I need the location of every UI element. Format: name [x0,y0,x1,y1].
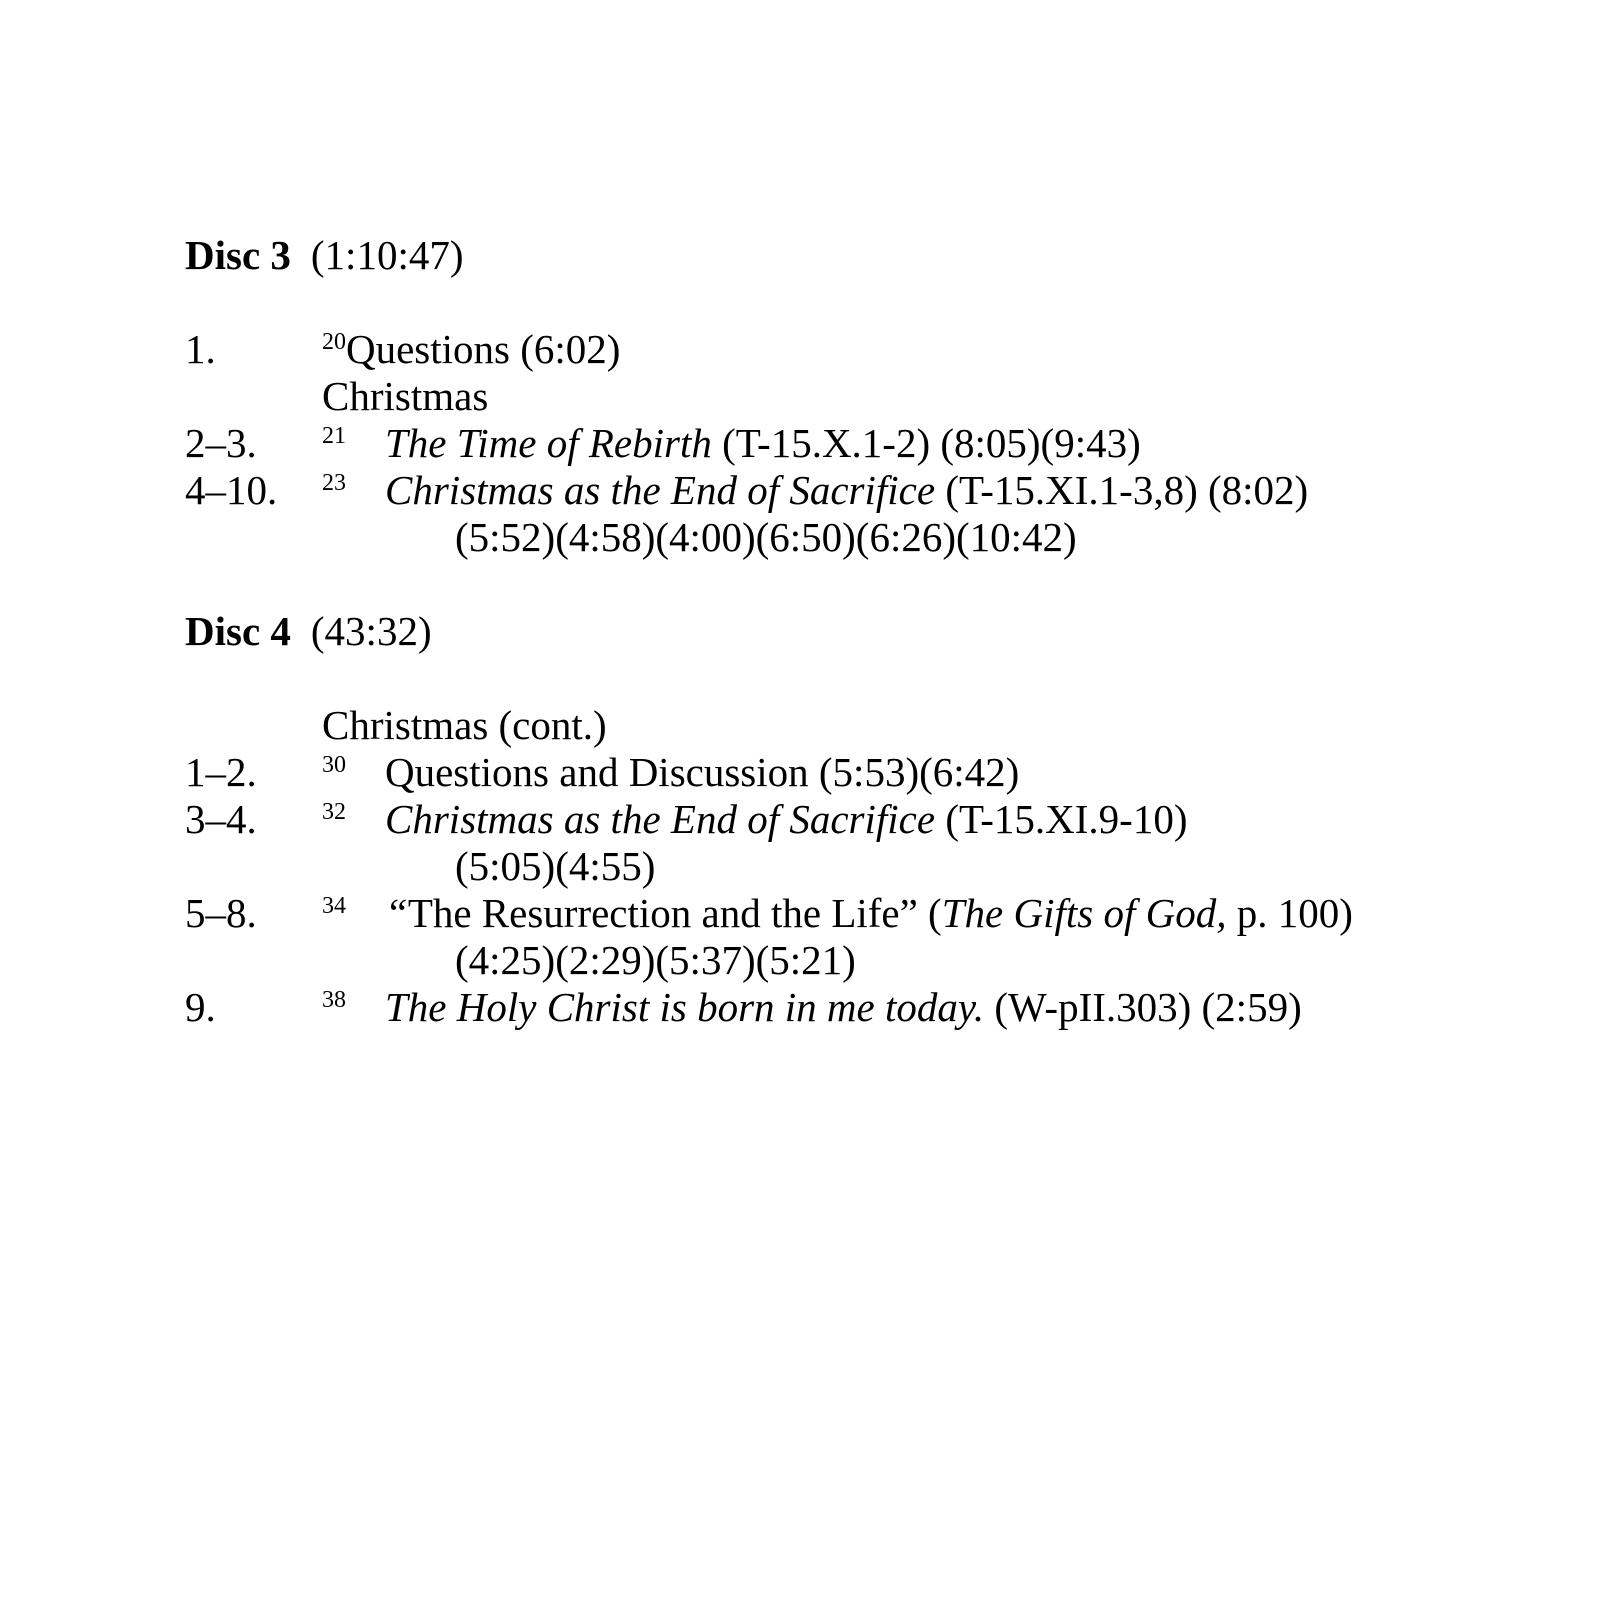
track-times-row [185,843,1560,890]
footnote-cell [322,890,385,937]
track-number: 1–2. [185,749,257,795]
track-title [385,467,1308,513]
track-title [385,796,1187,842]
italic-text: “ [385,890,408,936]
track-title [346,326,620,372]
footnote-number: 21 [322,423,346,449]
plain-text: (T-15.XI.1-3,8) (8:02) [935,467,1309,513]
track-number: 9. [185,984,216,1030]
italic-text: The Time of Rebirth [385,420,712,466]
footnote-cell [322,420,385,467]
track-title [385,890,1353,936]
plain-text: p. 100) [1226,890,1353,936]
footnote-number: 23 [322,470,346,496]
plain-text: (T-15.X.1-2) (8:05)(9:43) [711,420,1141,466]
plain-text: (W-pII.303) (2:59) [984,984,1302,1030]
italic-text: The Holy Christ is born in me today. [385,984,985,1030]
track-number: 4–10. [185,467,278,513]
track-row [185,467,1560,514]
footnote-cell [322,796,385,843]
track-title [385,420,1141,466]
group-label-row [185,702,1560,749]
plain-text: (5:05)(4:55) [455,843,656,889]
plain-text: The Resurrection and the Life” ( [407,890,942,936]
footnote-number: 34 [322,893,346,919]
track-row [185,890,1560,937]
track-row [185,749,1560,796]
track-title [385,749,1019,795]
track-row [185,796,1560,843]
disc-title-label: Disc 4 [185,608,291,654]
track-number: 3–4. [185,796,257,842]
track-number: 5–8. [185,890,257,936]
plain-text: (5:52)(4:58)(4:00)(6:50)(6:26)(10:42) [455,514,1077,560]
track-title [385,984,1302,1030]
track-row [185,326,1560,373]
plain-text: Christmas [322,373,489,419]
italic-text: The Gifts of God, [941,890,1227,936]
footnote-cell [322,467,385,514]
disc-heading [185,232,1560,279]
footnote-number: 38 [322,987,346,1013]
disc-duration-label: (43:32) [310,608,432,654]
track-times-row [185,514,1560,561]
track-row [185,420,1560,467]
track-number: 2–3. [185,420,257,466]
disc-section [185,232,1560,561]
plain-text: (T-15.XI.9-10) [935,796,1188,842]
italic-text: Christmas as the End of Sacrifice [385,467,936,513]
plain-text: Questions (6:02) [346,326,621,372]
plain-text: Questions and Discussion (5:53)(6:42) [385,749,1020,795]
disc-title-label: Disc 3 [185,232,291,278]
track-row [185,984,1560,1031]
group-label-row [185,373,1560,420]
track-number: 1. [185,326,216,372]
footnote-number: 32 [322,799,346,825]
footnote-number: 30 [322,752,346,778]
track-times-row [185,937,1560,984]
footnote-cell [322,984,385,1031]
footnote-cell [322,749,385,796]
footnote-number: 20 [322,329,346,355]
disc-section [185,608,1560,1031]
italic-text: Christmas as the End of Sacrifice [385,796,936,842]
plain-text: Christmas (cont.) [322,702,607,748]
plain-text: (4:25)(2:29)(5:37)(5:21) [455,937,856,983]
disc-duration-label: (1:10:47) [310,232,464,278]
disc-heading [185,608,1560,655]
